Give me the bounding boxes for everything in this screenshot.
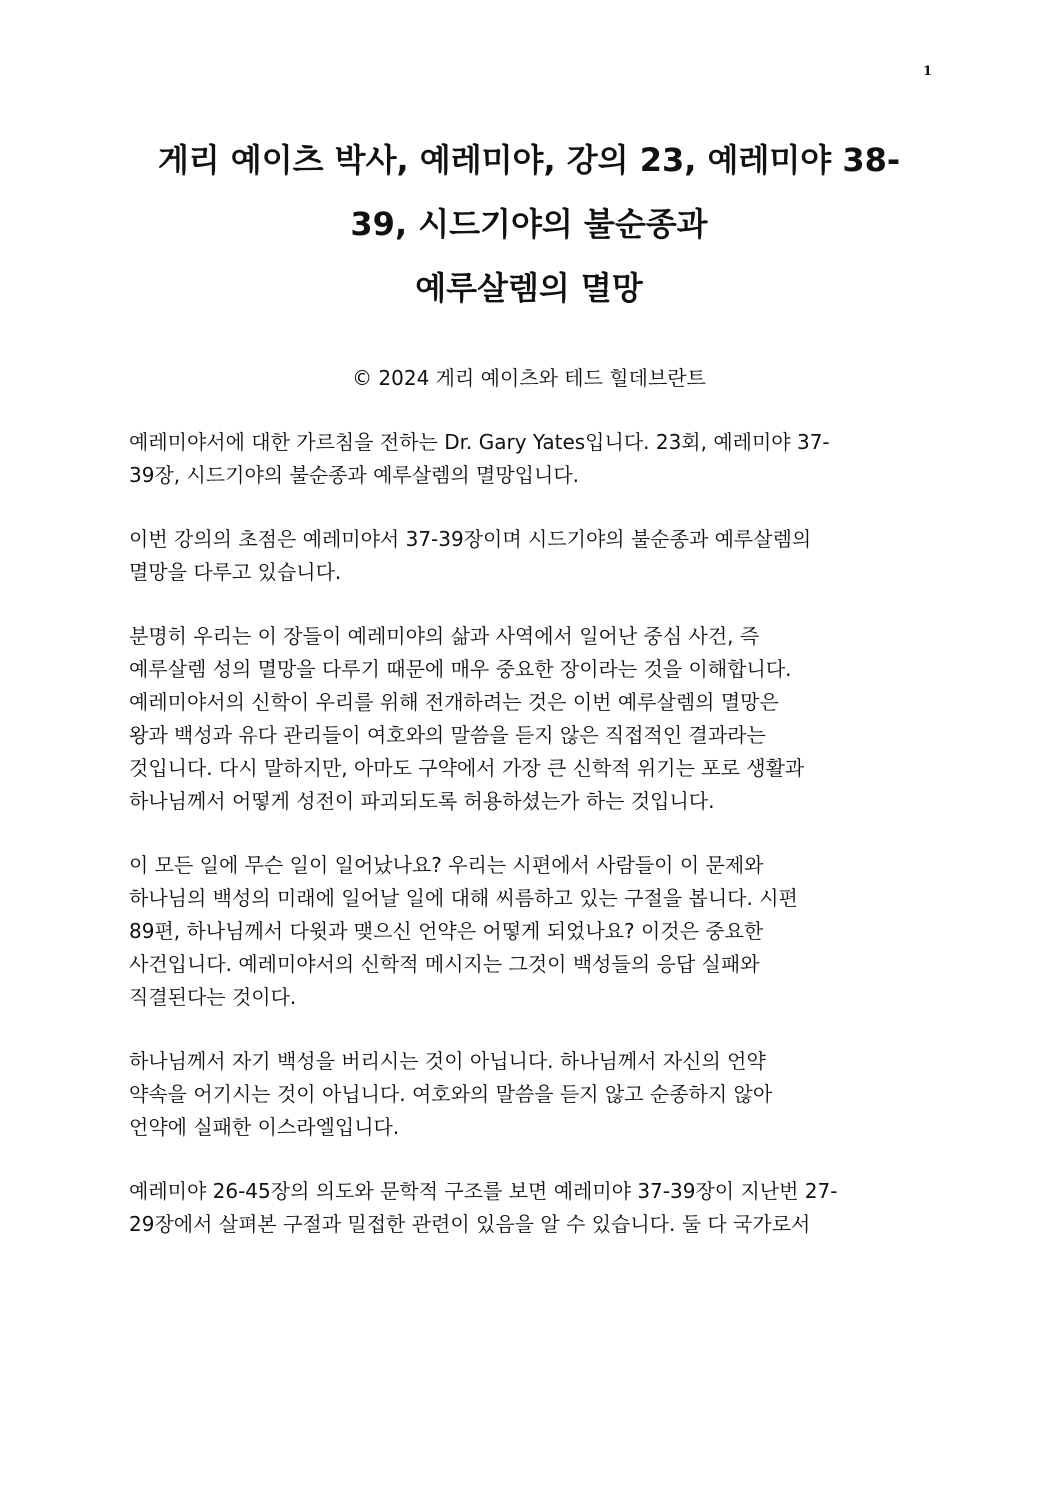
text-line: 29장에서 살펴본 구절과 밀접한 관련이 있음을 알 수 있습니다. 둘 다 국가로서 bbox=[129, 1212, 811, 1236]
body-text bbox=[129, 426, 929, 1272]
text-line: 언약에 실패한 이스라엘입니다. bbox=[129, 1115, 400, 1139]
text-line: 사건입니다. 예레미야서의 신학적 메시지는 그것이 백성들의 응답 실패와 bbox=[129, 952, 760, 976]
paragraph bbox=[129, 1175, 929, 1241]
text-line: 멸망을 다루고 있습니다. bbox=[129, 560, 342, 584]
text-line: 예레미야서에 대한 가르침을 전하는 Dr. Gary Yates입니다. 23회, 예레미야 37- bbox=[129, 430, 830, 454]
text-line: 예레미야서의 신학이 우리를 위해 전개하려는 것은 이번 예루살렘의 멸망은 bbox=[129, 690, 779, 714]
text-line: 39장, 시드기야의 불순종과 예루살렘의 멸망입니다. bbox=[129, 463, 579, 487]
paragraph bbox=[129, 426, 929, 492]
title-line: 게리 예이츠 박사, 예레미야, 강의 23, 예레미야 38- bbox=[157, 141, 901, 179]
text-line: 이 모든 일에 무슨 일이 일어났나요? 우리는 시편에서 사람들이 이 문제와 bbox=[129, 853, 764, 877]
document-title bbox=[90, 128, 968, 320]
text-line: 예루살렘 성의 멸망을 다루기 때문에 매우 중요한 장이라는 것을 이해합니다. bbox=[129, 657, 792, 681]
copyright-notice: © 2024 게리 예이츠와 테드 힐데브란트 bbox=[352, 366, 706, 390]
paragraph bbox=[129, 1045, 929, 1144]
text-line: 하나님께서 어떻게 성전이 파괴되도록 허용하셨는가 하는 것입니다. bbox=[129, 789, 715, 813]
text-line: 89편, 하나님께서 다윗과 맺으신 언약은 어떻게 되었나요? 이것은 중요한 bbox=[129, 919, 764, 943]
text-line: 약속을 어기시는 것이 아닙니다. 여호와의 말씀을 듣지 않고 순종하지 않아 bbox=[129, 1082, 773, 1106]
text-line: 이번 강의의 초점은 예레미야서 37-39장이며 시드기야의 불순종과 예루살렘의 bbox=[129, 527, 812, 551]
text-line: 왕과 백성과 유다 관리들이 여호와의 말씀을 듣지 않은 직접적인 결과라는 bbox=[129, 723, 766, 747]
paragraph bbox=[129, 620, 929, 818]
text-line: 분명히 우리는 이 장들이 예레미야의 삶과 사역에서 일어난 중심 사건, 즉 bbox=[129, 624, 760, 648]
title-line: 예루살렘의 멸망 bbox=[415, 269, 643, 307]
text-line: 하나님의 백성의 미래에 일어날 일에 대해 씨름하고 있는 구절을 봅니다. 시편 bbox=[129, 886, 798, 910]
text-line: 하나님께서 자기 백성을 버리시는 것이 아닙니다. 하나님께서 자신의 언약 bbox=[129, 1049, 766, 1073]
paragraph bbox=[129, 523, 929, 589]
text-line: 직결된다는 것이다. bbox=[129, 985, 297, 1009]
text-line: 예레미야 26-45장의 의도와 문학적 구조를 보면 예레미야 37-39장이 지난번 27- bbox=[129, 1179, 838, 1203]
title-line: 39, 시드기야의 불순종과 bbox=[350, 205, 708, 243]
paragraph bbox=[129, 849, 929, 1014]
page-number: 1 bbox=[922, 64, 932, 79]
text-line: 것입니다. 다시 말하지만, 아마도 구약에서 가장 큰 신학적 위기는 포로 생활과 bbox=[129, 756, 805, 780]
